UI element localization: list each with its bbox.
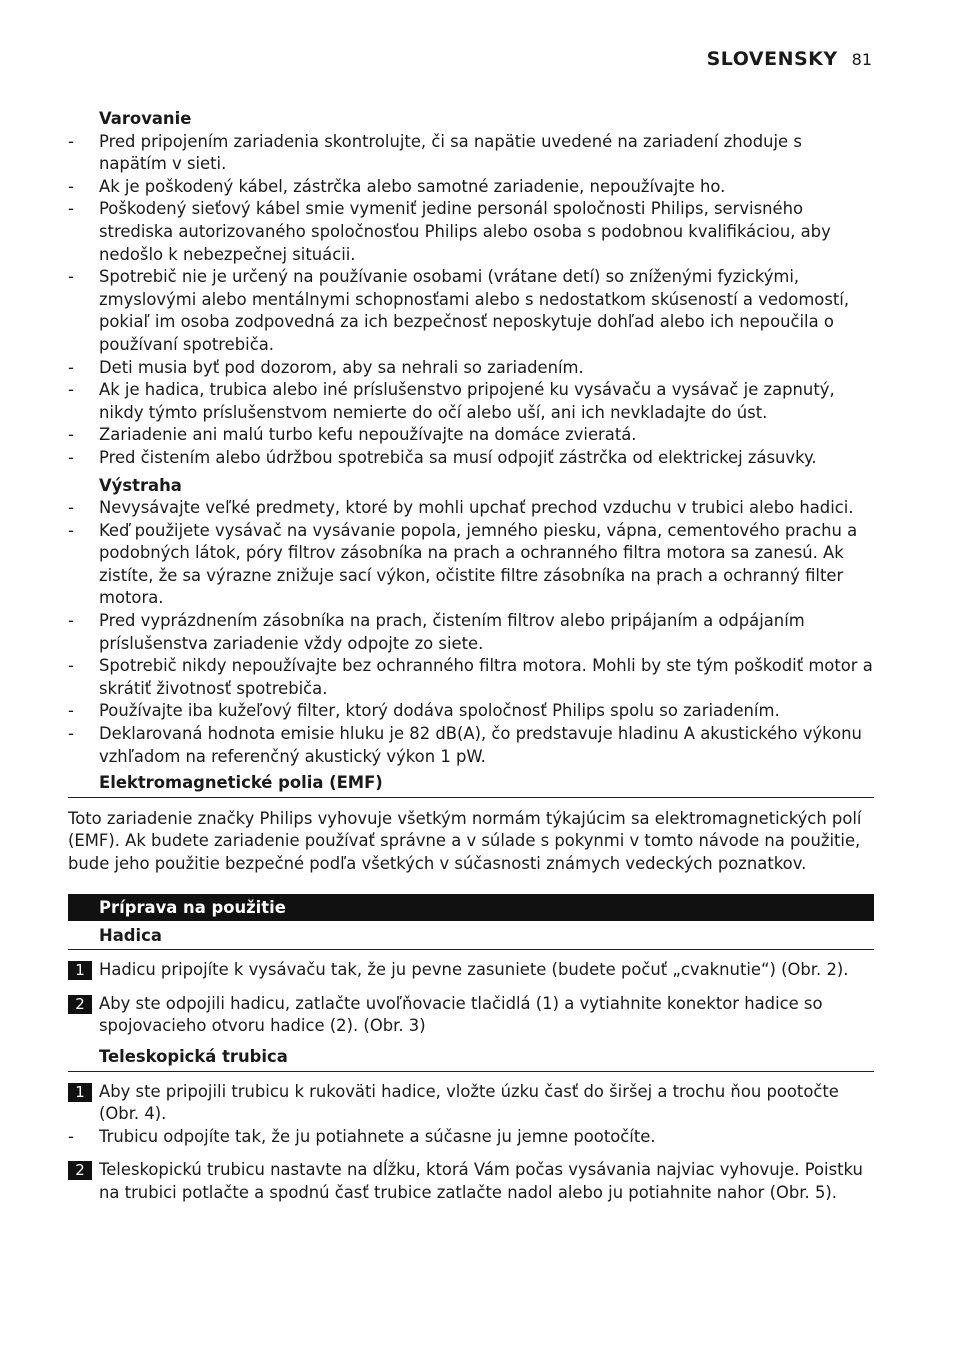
list-item: - Ak je hadica, trubica alebo iné príslušenstvo pripojené ku vysávaču a vysávač je zapnutý, nikdy týmto príslušenstvom nemierte do očí alebo uší, ani ich nevkladajte do úst. — [68, 379, 874, 424]
hadica-heading: Hadica — [68, 925, 874, 951]
list-item: - Keď použijete vysávač na vysávanie popola, jemného piesku, vápna, cementového prachu a podobných látok, póry filtrov zásobníka na prach a ochranného filtra motora sa zanesú. Ak zistíte, že sa výrazne znižuje sací výkon, očistite filtre zásobníka na prach a ochranný filter motora. — [68, 520, 874, 610]
step-text: Hadicu pripojíte k vysávaču tak, že ju pevne zasuniete (budete počuť „cvaknutie“) (Obr. 2). — [99, 960, 849, 980]
section-title-priprava: Príprava na použitie — [68, 894, 874, 921]
list-item: - Spotrebič nie je určený na používanie osobami (vrátane detí) so zníženými fyzickými, zmyslovými alebo mentálnymi schopnosťami alebo s nedostatkom skúseností a vedomostí, pokiaľ im osoba zodpovedná za ich bezpečnosť neposkytuje dohľad alebo ich nepoučila o používaní spotrebiča. — [68, 266, 874, 356]
list-item: - Spotrebič nikdy nepoužívajte bez ochranného filtra motora. Mohli by ste tým poškodiť motor a skrátiť životnosť spotrebiča. — [68, 655, 874, 700]
trubica-note-list — [68, 1126, 874, 1149]
list-item: - Pred vyprázdnením zásobníka na prach, čistením filtrov alebo pripájaním a odpájaním príslušenstva zariadenie vždy odpojte zo siete. — [68, 610, 874, 655]
list-item: - Deklarovaná hodnota emisie hluku je 82 dB(A), čo predstavuje hladinu A akustického výkonu vzhľadom na referenčný akustický výkon 1 pW. — [68, 723, 874, 768]
language-label: SLOVENSKY — [706, 48, 838, 70]
step-text: Aby ste pripojili trubicu k rukoväti hadice, vložte úzku časť do širšej a trochu ňou pootočte (Obr. 4). — [99, 1081, 839, 1124]
list-item: - Poškodený sieťový kábel smie vymeniť jedine personál spoločnosti Philips, servisného strediska autorizovaného spoločnosťou Philips alebo osoba s podobnou kvalifikáciou, aby nedošlo k nebezpečnej situácii. — [68, 198, 874, 266]
list-item: - Zariadenie ani malú turbo kefu nepoužívajte na domáce zvieratá. — [68, 424, 874, 447]
step-number-badge: 2 — [68, 1161, 92, 1180]
step-item — [68, 1081, 874, 1126]
page-header — [707, 48, 872, 70]
step-number-badge: 1 — [68, 1083, 92, 1102]
varovanie-heading: Varovanie — [99, 109, 192, 128]
trubica-heading: Teleskopická trubica — [68, 1046, 874, 1072]
step-number-badge: 1 — [68, 961, 92, 980]
list-item: - Trubicu odpojíte tak, že ju potiahnete a súčasne ju jemne pootočíte. — [68, 1126, 874, 1149]
list-item: - Pred pripojením zariadenia skontrolujte, či sa napätie uvedené na zariadení zhoduje s napätím v sieti. — [68, 131, 874, 176]
step-text: Aby ste odpojili hadicu, zatlačte uvoľňovacie tlačidlá (1) a vytiahnite konektor hadice so spojovacieho otvoru hadice (2). (Obr. 3) — [99, 993, 823, 1036]
list-item: - Nevysávajte veľké predmety, ktoré by mohli upchať prechod vzduchu v trubici alebo hadici. — [68, 497, 874, 520]
list-item: - Pred čistením alebo údržbou spotrebiča sa musí odpojiť zástrčka od elektrickej zásuvky. — [68, 447, 874, 470]
list-item: - Deti musia byť pod dozorom, aby sa nehrali so zariadením. — [68, 357, 874, 380]
list-item: - Ak je poškodený kábel, zástrčka alebo samotné zariadenie, nepoužívajte ho. — [68, 176, 874, 199]
emf-paragraph: Toto zariadenie značky Philips vyhovuje všetkým normám týkajúcim sa elektromagnetických polí (EMF). Ak budete zariadenie používať správne a v súlade s pokynmi v tomto návode na použitie, bude jeho použitie bezpečné podľa všetkých v súčasnosti známych vedeckých poznatkov. — [68, 808, 862, 873]
varovanie-list — [68, 131, 874, 470]
page-number: 81 — [851, 50, 872, 69]
step-item — [68, 993, 874, 1038]
vystraha-heading: Výstraha — [99, 475, 182, 495]
step-number-badge: 2 — [68, 995, 92, 1014]
step-item — [68, 1159, 874, 1204]
emf-heading: Elektromagnetické polia (EMF) — [68, 772, 874, 798]
list-item: - Používajte iba kužeľový filter, ktorý dodáva spoločnosť Philips spolu so zariadením. — [68, 700, 874, 723]
vystraha-list — [68, 497, 874, 768]
page-content — [68, 108, 874, 1205]
step-item — [68, 959, 874, 982]
step-text: Teleskopickú trubicu nastavte na dĺžku, ktorá Vám počas vysávania najviac vyhovuje. Poistku na trubici potlačte a spodnú časť trubice zatlačte nadol alebo ju potiahnite nahor (Obr. 5). — [99, 1160, 863, 1202]
